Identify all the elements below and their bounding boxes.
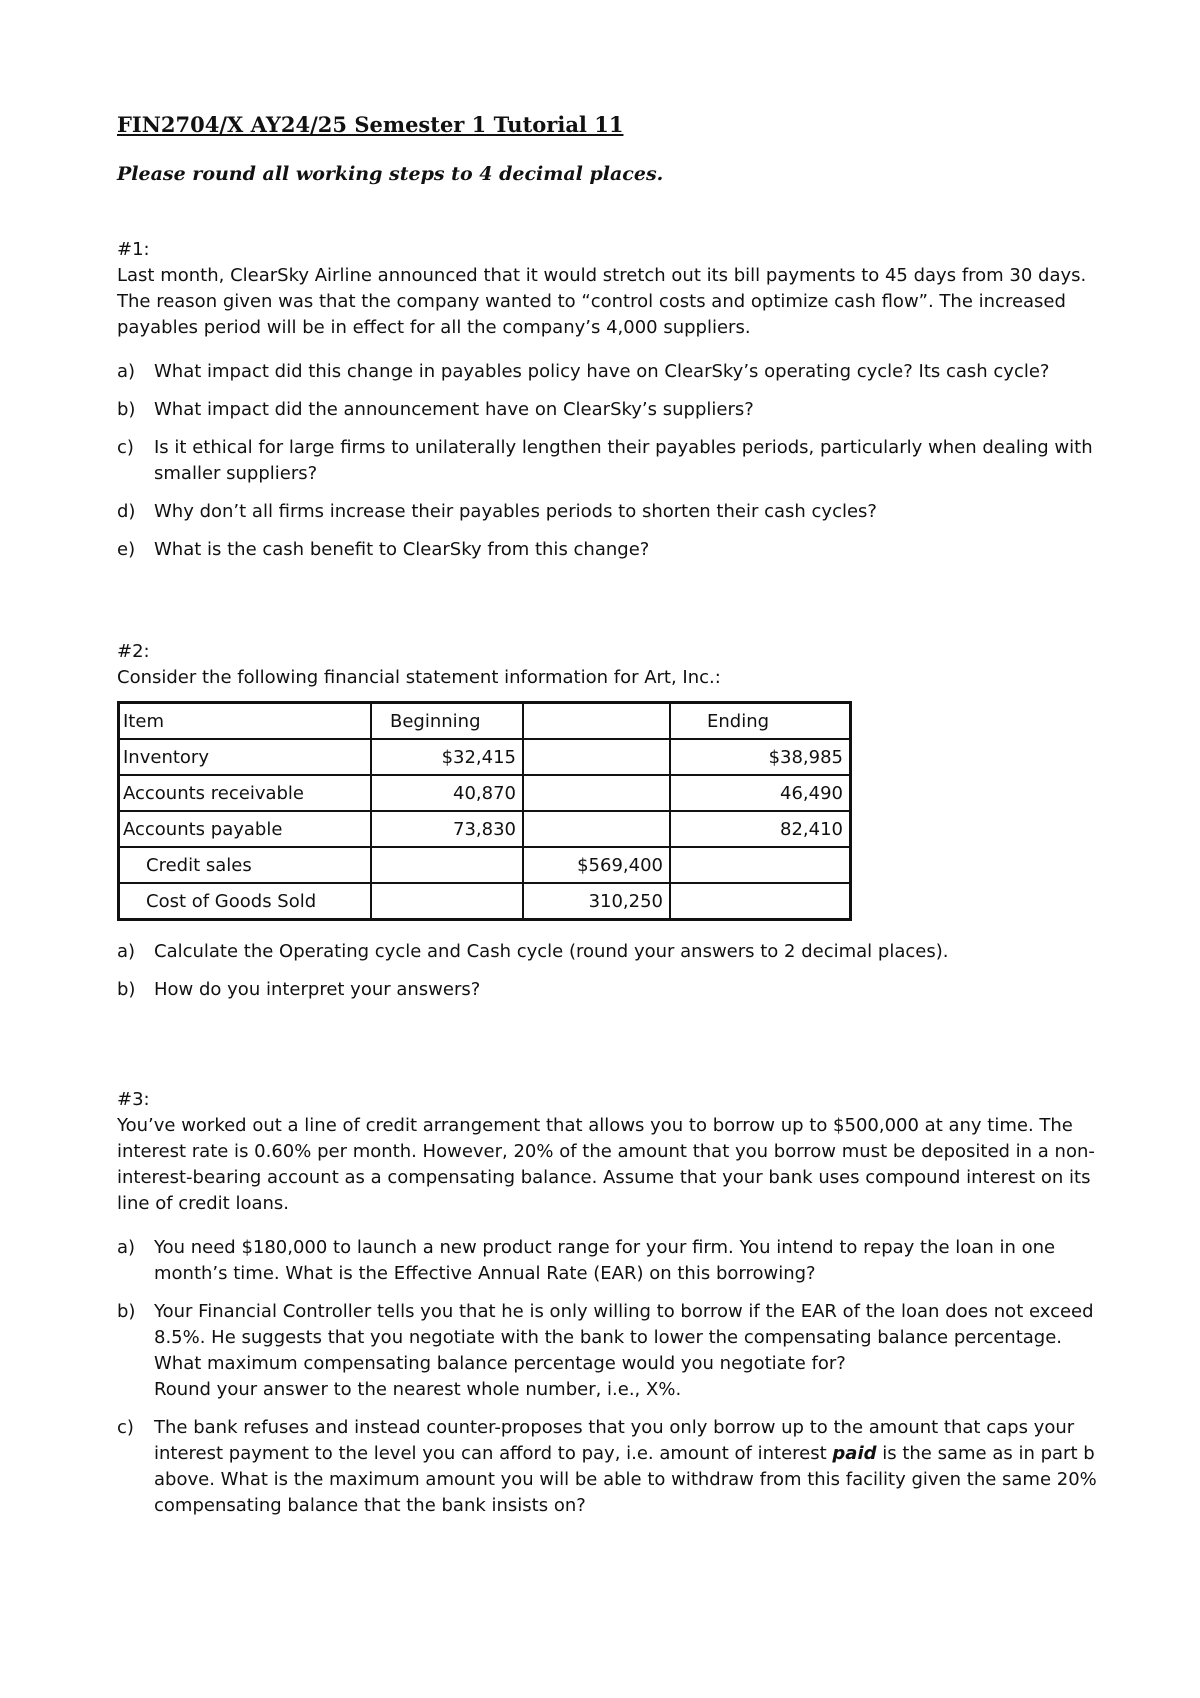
list-item [117,977,1100,1003]
list-item [117,499,1100,525]
part-text-after: is the same as in part b above. What is the maximum amount you will be able to withdraw from this facility given the same 20% compensating balance that the bank insists on? [154,1443,1097,1516]
part-text: Is it ethical for large firms to unilaterally lengthen their payables periods, particularly when dealing with smaller suppliers? [154,437,1093,484]
question-2-parts [117,939,1100,1003]
part-text-before: The bank refuses and instead counter-proposes that you only borrow up to the amount that caps your interest payment to the level you can afford to pay, i.e. amount of interest [154,1417,1075,1464]
table-row [119,847,851,883]
part-text: Calculate the Operating cycle and Cash cycle (round your answers to 2 decimal places). [154,941,949,962]
list-item [117,359,1100,385]
part-marker: e) [117,539,136,560]
table-header-cell: Beginning [371,703,523,740]
table-cell [523,775,670,811]
question-3-parts [117,1235,1100,1519]
table-cell [371,847,523,883]
table-cell: Accounts payable [119,811,372,847]
part-text-line2: Round your answer to the nearest whole number, i.e., X%. [154,1379,682,1400]
table-row [119,811,851,847]
table-cell: 310,250 [523,883,670,920]
table-header-cell [523,703,670,740]
table-cell: $38,985 [670,739,851,775]
question-2 [117,639,1100,1003]
table-header-cell: Ending [670,703,851,740]
table-header-row [119,703,851,740]
table-cell [670,847,851,883]
part-text: Your Financial Controller tells you that he is only willing to borrow if the EAR of the loan does not exceed 8.5%. He suggests that you negotiate with the bank to lower the compensating balance percentage. What maximum compensating balance percentage would you negotiate for? [154,1301,1094,1374]
table-cell: $569,400 [523,847,670,883]
table-cell: 73,830 [371,811,523,847]
list-item [117,1299,1100,1403]
table-row [119,775,851,811]
table-cell: 82,410 [670,811,851,847]
part-text: How do you interpret your answers? [154,979,481,1000]
table-row [119,739,851,775]
list-item [117,397,1100,423]
emphasized-word: paid [832,1443,877,1464]
question-1 [117,237,1100,563]
financial-statement-table [117,701,852,921]
table-cell [670,883,851,920]
list-item [117,1235,1100,1287]
table-cell: $32,415 [371,739,523,775]
document-title: FIN2704/X AY24/25 Semester 1 Tutorial 11 [117,112,624,137]
rounding-instruction: Please round all working steps to 4 decimal places. [117,163,664,185]
list-item [117,435,1100,487]
question-2-intro: Consider the following financial statement information for Art, Inc.: [117,667,721,688]
part-marker: c) [117,1417,134,1438]
table-cell [523,811,670,847]
question-1-label: #1: [117,239,150,260]
question-1-parts [117,359,1100,563]
table-cell: Credit sales [119,847,372,883]
table-cell: 46,490 [670,775,851,811]
question-3 [117,1087,1100,1519]
part-text: What impact did this change in payables policy have on ClearSky’s operating cycle? Its cash cycle? [154,361,1050,382]
table-header-cell: Item [119,703,372,740]
part-marker: c) [117,437,134,458]
part-text: You need $180,000 to launch a new product range for your firm. You intend to repay the loan in one month’s time. What is the Effective Annual Rate (EAR) on this borrowing? [154,1237,1056,1284]
part-text: Why don’t all firms increase their payables periods to shorten their cash cycles? [154,501,877,522]
table-cell [523,739,670,775]
part-marker: b) [117,1301,136,1322]
part-marker: b) [117,399,136,420]
table-cell [371,883,523,920]
part-marker: d) [117,501,136,522]
question-3-intro: You’ve worked out a line of credit arrangement that allows you to borrow up to $500,000 at any time. The interest rate is 0.60% per month. However, 20% of the amount that you borrow must be deposited in a non-interest-bearing account as a compensating balance. Assume that your bank uses compound interest on its line of credit loans. [117,1115,1095,1214]
list-item [117,939,1100,965]
part-marker: a) [117,361,136,382]
question-1-intro: Last month, ClearSky Airline announced that it would stretch out its bill payments to 45 days from 30 days. The reason given was that the company wanted to “control costs and optimize cash flow”. The increased payables period will be in effect for all the company’s 4,000 suppliers. [117,265,1087,338]
part-marker: a) [117,941,136,962]
table-cell: Accounts receivable [119,775,372,811]
table-cell: Inventory [119,739,372,775]
question-2-label: #2: [117,641,150,662]
table-row [119,883,851,920]
question-3-label: #3: [117,1089,150,1110]
list-item [117,1415,1100,1519]
part-text: What is the cash benefit to ClearSky from this change? [154,539,650,560]
list-item [117,537,1100,563]
part-marker: b) [117,979,136,1000]
table-cell: 40,870 [371,775,523,811]
part-marker: a) [117,1237,136,1258]
table-cell: Cost of Goods Sold [119,883,372,920]
part-text: What impact did the announcement have on ClearSky’s suppliers? [154,399,754,420]
